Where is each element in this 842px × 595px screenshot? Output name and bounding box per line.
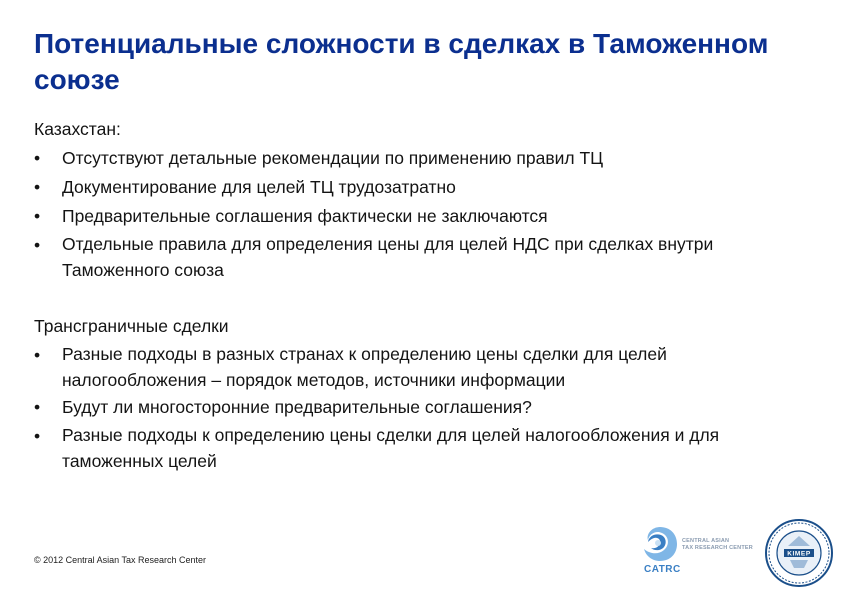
bullet-icon: • <box>34 235 41 255</box>
catrc-logo <box>640 524 760 580</box>
catrc-logo-icon <box>640 524 680 564</box>
section-cross-border <box>34 312 814 474</box>
bullet-icon: • <box>34 206 41 226</box>
list-item <box>34 202 814 231</box>
section-heading: Трансграничные сделки <box>34 316 229 336</box>
list-item <box>34 341 814 393</box>
list-item <box>34 144 814 173</box>
catrc-text-line1: CENTRAL ASIAN <box>682 538 730 544</box>
slide-title: Потенциальные сложности в сделках в Таможенном союзе <box>34 28 769 95</box>
section-heading: Казахстан: <box>34 119 121 139</box>
bullet-icon: • <box>34 426 41 446</box>
list-item-text: Будут ли многосторонние предварительные соглашения? <box>62 397 532 417</box>
list-item-text: Разные подходы в разных странах к определению цены сделки для целей налогообложения – порядок методов, источники информации <box>62 344 667 390</box>
section-kazakhstan <box>34 115 814 283</box>
catrc-text-line2: TAX RESEARCH CENTER <box>682 545 753 551</box>
kimep-seal-icon <box>764 518 834 588</box>
list-item <box>34 231 814 283</box>
list-item <box>34 393 814 422</box>
bullet-list <box>34 144 814 283</box>
list-item-text: Предварительные соглашения фактически не заключаются <box>62 206 548 226</box>
bullet-icon: • <box>34 345 41 365</box>
list-item <box>34 173 814 202</box>
list-item-text: Разные подходы к определению цены сделки для целей налогообложения и для таможенных целей <box>62 425 720 471</box>
copyright-notice: © 2012 Central Asian Tax Research Center <box>34 555 207 565</box>
list-item <box>34 422 814 474</box>
seal-label: KIMEP <box>787 550 811 558</box>
list-item-text: Документирование для целей ТЦ трудозатратно <box>62 177 456 197</box>
bullet-icon: • <box>34 148 41 168</box>
list-item-text: Отсутствуют детальные рекомендации по применению правил ТЦ <box>62 148 604 168</box>
bullet-icon: • <box>34 177 41 197</box>
list-item-text: Отдельные правила для определения цены для целей НДС при сделках внутри Таможенного союза <box>62 234 714 280</box>
catrc-abbreviation: CATRC <box>644 564 681 575</box>
bullet-list <box>34 341 814 474</box>
catrc-logo-text <box>682 538 753 552</box>
bullet-icon: • <box>34 397 41 417</box>
